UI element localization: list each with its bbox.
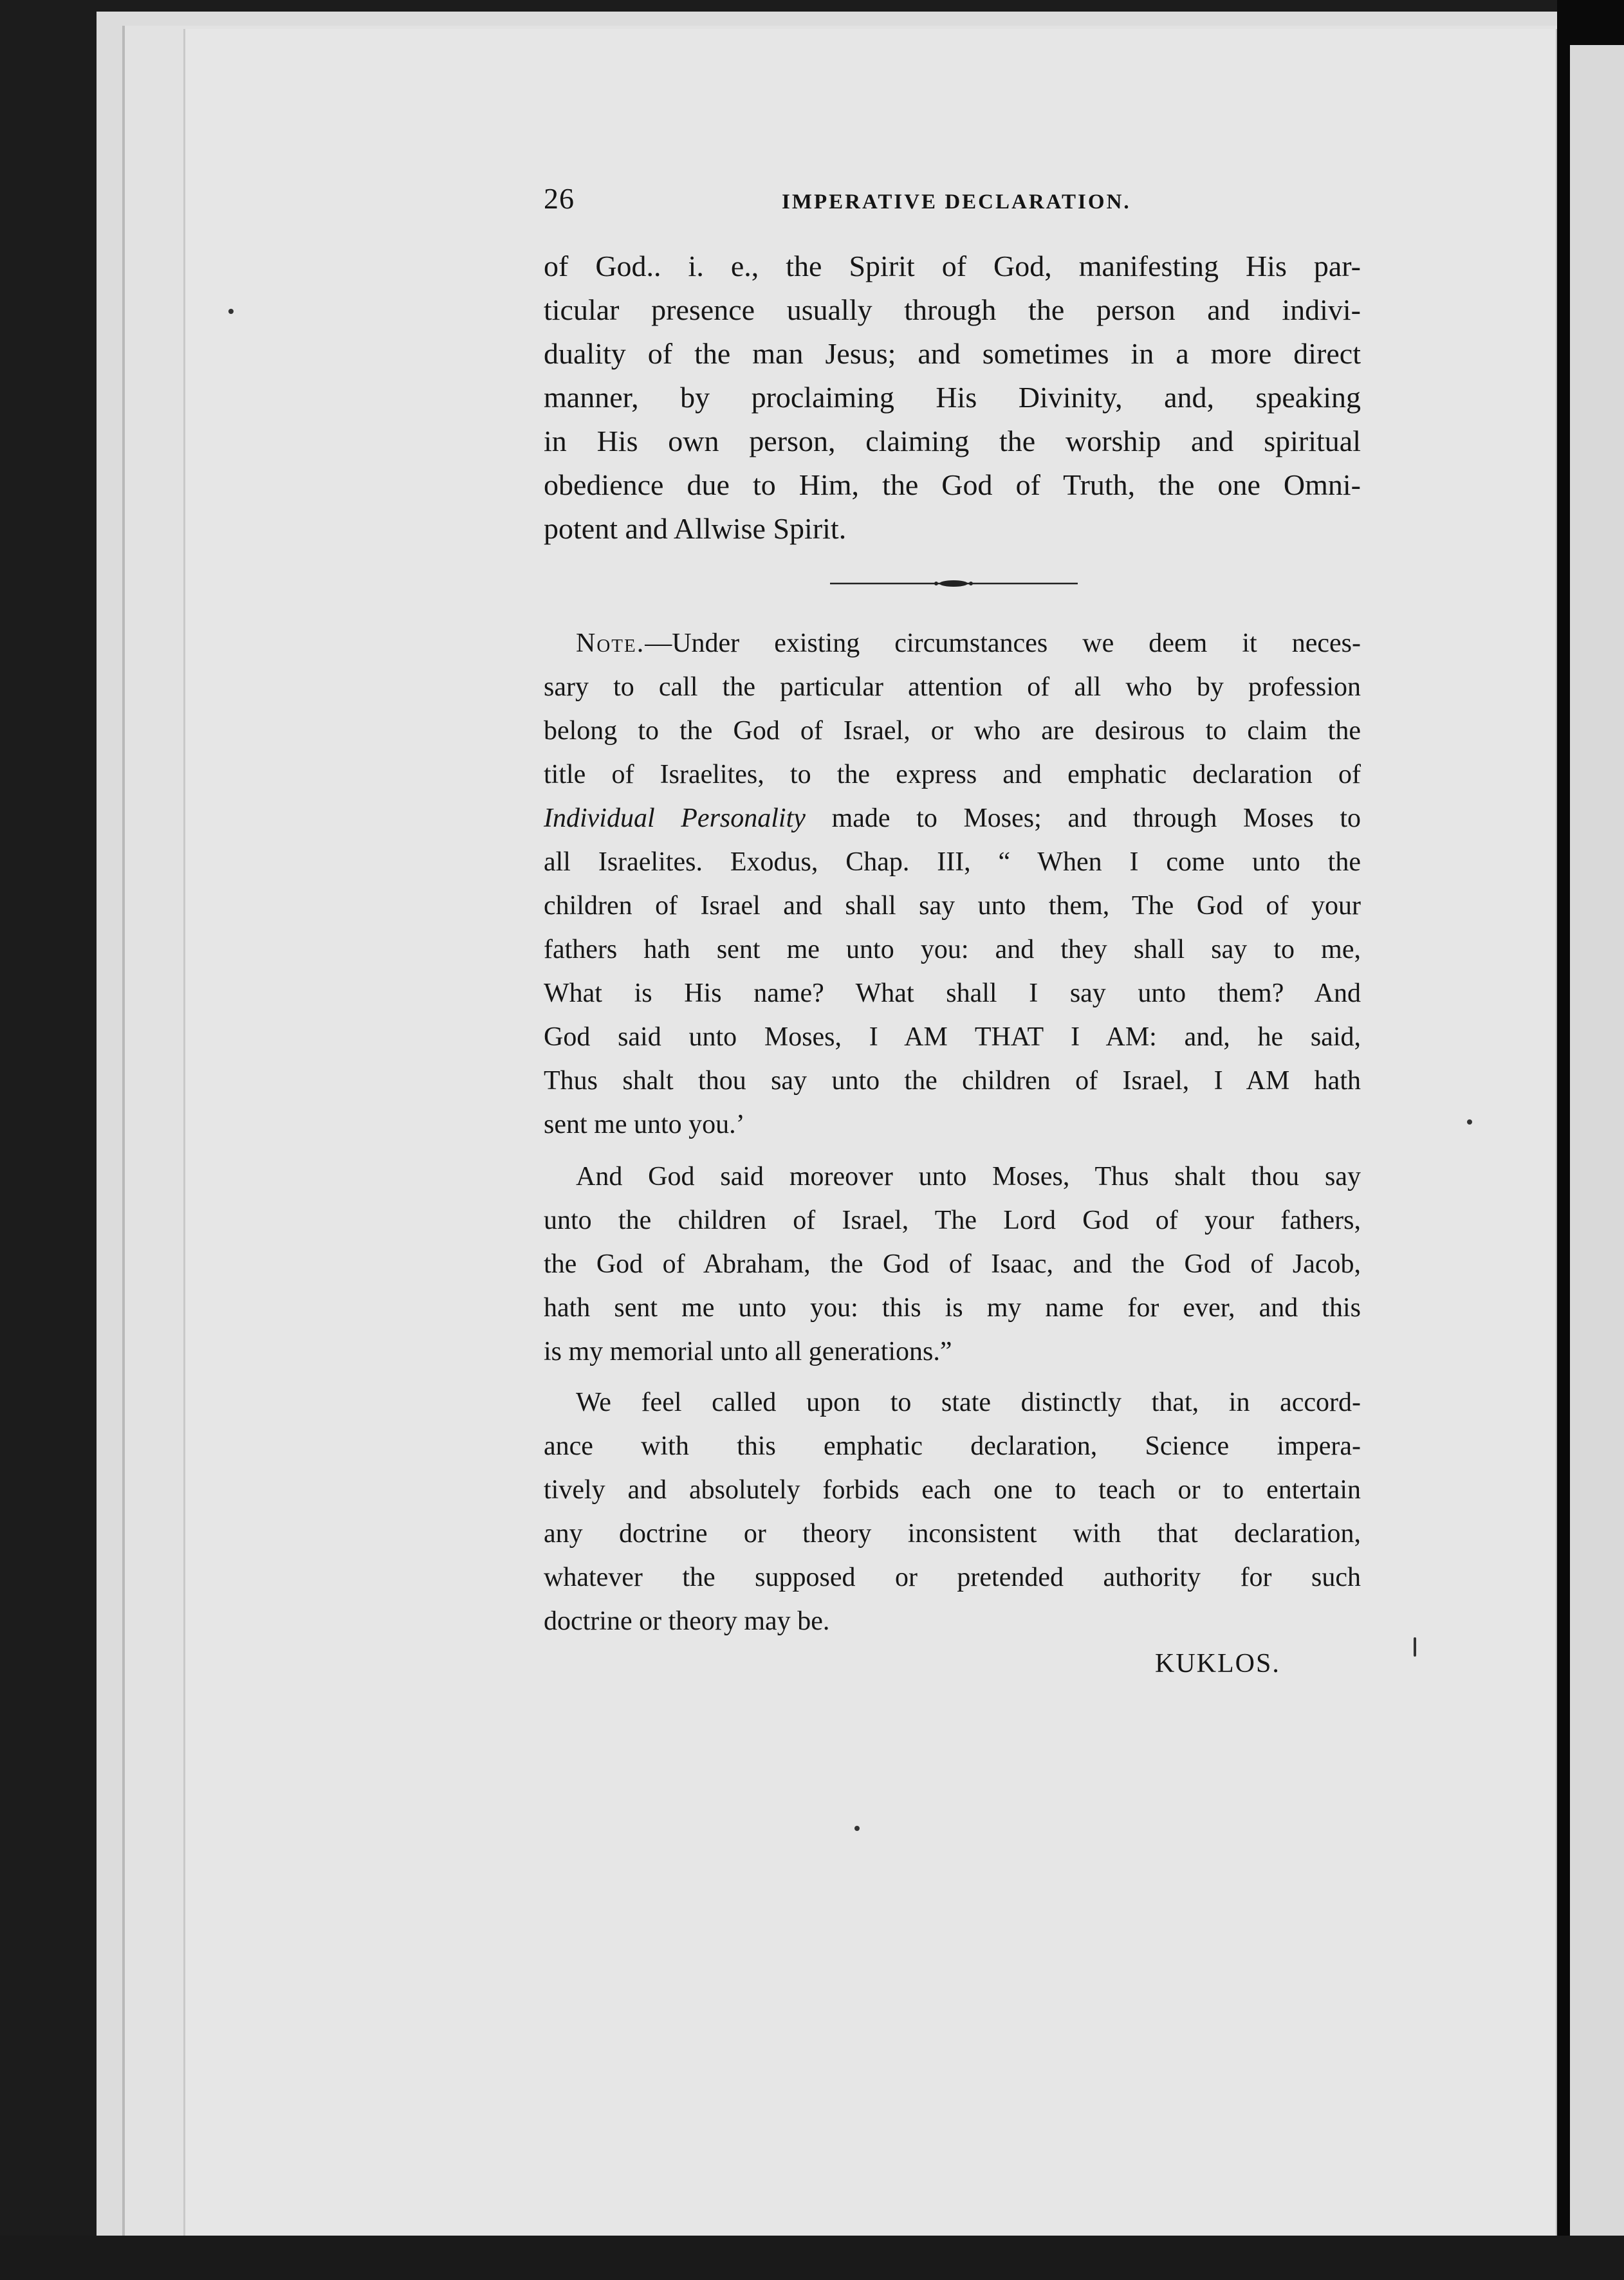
page-number: 26 xyxy=(544,182,575,215)
text-line: belong to the God of Israel, or who are desirous to claim the xyxy=(544,716,1361,746)
dust-speck xyxy=(854,1826,860,1831)
dust-speck xyxy=(228,309,234,314)
section-divider-ornament xyxy=(830,579,1078,588)
running-head: IMPERATIVE DECLARATION. xyxy=(782,190,1131,214)
text-fragment: made to Moses; and through Moses to xyxy=(831,804,1361,833)
dust-speck xyxy=(1467,1119,1472,1125)
italic-phrase: Individual Personality xyxy=(544,804,806,833)
text-line: is my memorial unto all generations.” xyxy=(544,1337,952,1366)
text-line: the God of Abraham, the God of Isaac, and the God of Jacob, xyxy=(544,1249,1361,1279)
bottom-border xyxy=(0,2236,1624,2280)
text-line: sent me unto you.’ xyxy=(544,1110,745,1139)
text-line: all Israelites. Exodus, Chap. III, “ When I come unto the xyxy=(544,847,1361,877)
text-line: manner, by proclaiming His Divinity, and, speaking xyxy=(544,381,1361,414)
note-paragraph xyxy=(544,621,1361,1146)
text-line: title of Israelites, to the express and emphatic declaration of xyxy=(544,760,1361,789)
text-line: obedience due to Him, the God of Truth, the one Omni- xyxy=(544,468,1361,501)
note-label: Note. xyxy=(576,629,645,658)
text-line xyxy=(544,796,1361,840)
text-line: duality of the man Jesus; and sometimes in a more direct xyxy=(544,337,1361,370)
text-line: potent and Allwise Spirit. xyxy=(544,512,847,545)
paragraph-3 xyxy=(544,1155,1361,1374)
text-line: doctrine or theory may be. xyxy=(544,1606,830,1636)
paragraph-1 xyxy=(544,244,1361,551)
text-line: God said unto Moses, I AM THAT I AM: and, he said, xyxy=(544,1022,1361,1052)
text-line: What is His name? What shall I say unto them? And xyxy=(544,979,1361,1008)
text-line xyxy=(544,621,1361,665)
text-line: tively and absolutely forbids each one to teach or to entertain xyxy=(544,1475,1361,1505)
page-header xyxy=(544,181,1361,220)
text-line: any doctrine or theory inconsistent with that declaration, xyxy=(544,1519,1361,1549)
text-line: children of Israel and shall say unto them, The God of your xyxy=(544,891,1361,921)
paragraph-4 xyxy=(544,1381,1361,1643)
signature: KUKLOS. xyxy=(1155,1649,1280,1678)
text-line: fathers hath sent me unto you: and they shall say to me, xyxy=(544,935,1361,964)
dust-speck xyxy=(1414,1637,1416,1657)
text-line: ticular presence usually through the person and indivi- xyxy=(544,293,1361,326)
text-line: And God said moreover unto Moses, Thus shalt thou say xyxy=(576,1162,1361,1191)
text-line: in His own person, claiming the worship and spiritual xyxy=(544,425,1361,457)
text-line: ance with this emphatic declaration, Science impera- xyxy=(544,1431,1361,1461)
text-line: of God.. i. e., the Spirit of God, manifesting His par- xyxy=(544,250,1361,282)
text-line: whatever the supposed or pretended authority for such xyxy=(544,1563,1361,1592)
text-line: sary to call the particular attention of all who by profession xyxy=(544,672,1361,702)
text-line: We feel called upon to state distinctly that, in accord- xyxy=(576,1388,1361,1417)
next-page-edge xyxy=(1570,45,1624,2271)
text-line: Thus shalt thou say unto the children of Israel, I AM hath xyxy=(544,1066,1361,1096)
text-line: unto the children of Israel, The Lord God of your fathers, xyxy=(544,1206,1361,1235)
text-fragment: —Under existing circumstances we deem it neces- xyxy=(645,629,1361,658)
text-line: hath sent me unto you: this is my name for ever, and this xyxy=(544,1293,1361,1323)
